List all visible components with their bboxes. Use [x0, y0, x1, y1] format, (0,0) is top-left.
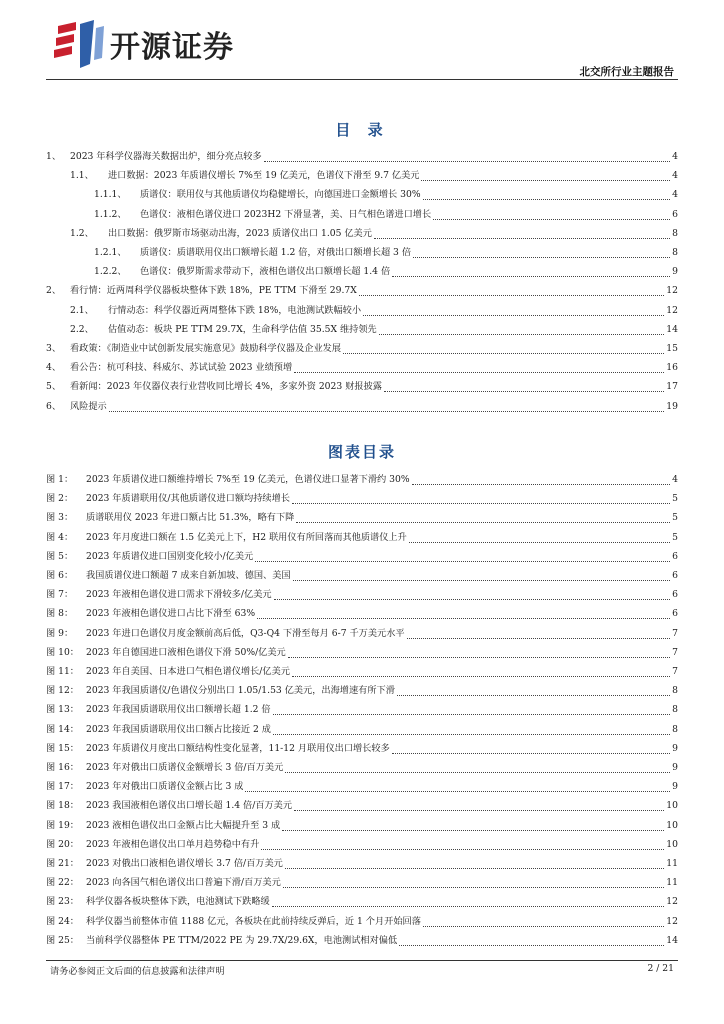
figure-entry-label: 图 16：: [46, 762, 79, 773]
toc-entry-number: 6、: [46, 400, 62, 412]
figure-entry-page: 12: [666, 896, 678, 908]
toc-leader-dots: [294, 371, 664, 373]
figure-entry-page: 5: [672, 512, 678, 524]
figure-entry[interactable]: [46, 605, 678, 623]
figure-entry-page: 6: [672, 589, 678, 601]
figure-leader-dots: [292, 675, 670, 677]
toc-entry[interactable]: [46, 148, 678, 166]
toc-entry-text: 看行情：近两周科学仪器板块整体下跌 18%，PE TTM 下滑至 29.7X: [70, 285, 357, 297]
toc-leader-dots: [363, 314, 664, 316]
toc-entry-text: 行情动态：科学仪器近两周整体下跌 18%，电池测试跌幅较小: [108, 304, 362, 316]
figure-entry-text: 质谱联用仪 2023 年进口额占比 51.3%，略有下降: [86, 512, 295, 524]
figure-entry-text: 2023 对俄出口液相色谱仪增长 3.7 倍/百万美元: [86, 858, 283, 869]
figure-entry-label: 图 13：: [46, 704, 79, 716]
figure-entry[interactable]: [46, 740, 678, 758]
figure-entry[interactable]: [46, 663, 678, 681]
figure-leader-dots: [272, 905, 665, 907]
toc-entry-number: 2.2、: [70, 323, 94, 335]
figure-entry-page: 12: [666, 915, 678, 927]
header-divider: [46, 79, 678, 80]
figure-entry-text: 2023 年月度进口额在 1.5 亿美元上下，H2 联用仪有所回落而其他质谱仪上升: [86, 531, 407, 543]
toc-entry[interactable]: [70, 167, 678, 185]
figure-entry[interactable]: [46, 644, 678, 662]
figure-entry-page: 10: [666, 819, 678, 831]
figure-entry-label: 图 3：: [46, 512, 74, 524]
figure-entry-label: 图 19：: [46, 819, 79, 831]
figure-entry-text: 2023 年液相色谱仪出口单月趋势稳中有升: [86, 838, 260, 850]
toc-entry[interactable]: [46, 282, 678, 300]
toc-leader-dots: [343, 352, 664, 354]
figure-leader-dots: [245, 790, 670, 792]
figure-entry-page: 7: [672, 646, 678, 658]
figure-entry-text: 2023 年质谱仪进口国别变化较小/亿美元: [86, 550, 254, 562]
toc-entry-page: 8: [672, 227, 678, 239]
figure-entry-page: 9: [672, 742, 678, 754]
figure-entry[interactable]: [46, 913, 678, 931]
figure-entry-label: 图 15：: [46, 742, 79, 754]
figure-leader-dots: [399, 944, 664, 946]
figure-leader-dots: [285, 771, 670, 773]
figure-entry[interactable]: [46, 548, 678, 566]
figure-entry-page: 8: [672, 723, 678, 735]
figure-entry-page: 5: [672, 531, 678, 543]
toc-entry-text: 色谱仪：液相色谱仪进口 2023H2 下滑显著，美、日气相色谱进口增长: [140, 208, 432, 220]
figure-entry[interactable]: [46, 797, 678, 815]
toc-entry-number: 1.2.2、: [94, 266, 127, 278]
report-type: 北交所行业主题报告: [579, 66, 674, 78]
toc-entry-number: 1.1.1、: [94, 189, 127, 201]
figure-leader-dots: [397, 694, 670, 696]
toc-entry-text: 出口数据：俄罗斯市场驱动出海，2023 质谱仪出口 1.05 亿美元: [108, 227, 372, 239]
figure-entry-page: 8: [672, 704, 678, 716]
figure-entry-text: 2023 向各国气相色谱仪出口普遍下滑/百万美元: [86, 877, 281, 889]
figure-leader-dots: [423, 925, 664, 927]
figure-entry-label: 图 21：: [46, 858, 79, 869]
figure-entry-text: 2023 年对俄出口质谱仪金额占比 3 成: [86, 781, 244, 793]
figure-entry-label: 图 8：: [46, 608, 74, 620]
figure-entry-text: 2023 年我国质谱联用仪出口额占比接近 2 成: [86, 723, 271, 735]
toc-entry-number: 1.1.2、: [94, 208, 127, 220]
toc-entry[interactable]: [94, 263, 678, 281]
toc-leader-dots: [264, 160, 670, 162]
figure-entry-text: 我国质谱仪进口额超 7 成来自新加坡、德国、美国: [86, 570, 291, 581]
toc-entry-number: 3、: [46, 343, 62, 354]
toc-entry[interactable]: [46, 378, 678, 396]
figure-entry-page: 6: [672, 570, 678, 581]
figure-entry-text: 2023 年自德国进口液相色谱仪下滑 50%/亿美元: [86, 646, 286, 658]
toc-entry-page: 16: [666, 362, 678, 374]
toc-leader-dots: [374, 237, 670, 239]
figure-entry-page: 10: [666, 838, 678, 850]
figure-entry-page: 6: [672, 550, 678, 562]
toc-leader-dots: [384, 390, 664, 392]
figure-entry-text: 科学仪器当前整体市值 1188 亿元，各板块在此前持续反弹后，近 1 个月开始回落: [86, 915, 421, 927]
figure-entry[interactable]: [46, 529, 678, 547]
toc-entry-text: 看政策：《制造业中试创新发展实施意见》鼓励科学仪器及企业发展: [70, 343, 342, 354]
toc-leader-dots: [433, 218, 670, 220]
toc-entry-text: 进口数据：2023 年质谱仪增长 7%至 19 亿美元，色谱仪下滑至 9.7 亿美元: [108, 170, 420, 182]
toc-entry-text: 风险提示: [70, 400, 107, 412]
toc-entry-number: 4、: [46, 362, 62, 374]
figure-leader-dots: [255, 560, 670, 562]
toc-entry[interactable]: [94, 206, 678, 224]
toc-entry[interactable]: [70, 302, 678, 320]
toc-entry-number: 1.2、: [70, 227, 94, 239]
figure-entry[interactable]: [46, 509, 678, 527]
figure-leader-dots: [392, 752, 670, 754]
figure-entry[interactable]: [46, 567, 678, 585]
toc-entry-page: 15: [666, 343, 678, 354]
figure-entry-page: 4: [672, 474, 678, 485]
figure-entry-page: 14: [666, 934, 678, 946]
figure-entry-text: 2023 年自美国、日本进口气相色谱仪增长/亿美元: [86, 666, 290, 677]
figure-leader-dots: [273, 713, 671, 715]
toc-entry-page: 4: [672, 189, 678, 201]
toc-entry-number: 1.2.1、: [94, 247, 127, 258]
figure-entry-label: 图 5：: [46, 550, 74, 562]
figure-entry-label: 图 9：: [46, 627, 74, 639]
figure-entry[interactable]: [46, 778, 678, 796]
figure-list-title: 图表目录: [327, 443, 396, 461]
figure-entry-text: 2023 液相色谱仪出口金额占比大幅提升至 3 成: [86, 819, 281, 831]
toc-entry-number: 1.1、: [70, 170, 94, 182]
figure-entry-label: 图 4：: [46, 531, 74, 543]
figure-leader-dots: [409, 541, 670, 543]
footer-divider: [46, 960, 678, 961]
figure-leader-dots: [294, 809, 664, 811]
figure-entry-label: 图 22：: [46, 877, 79, 889]
toc-leader-dots: [109, 410, 665, 412]
toc-entry-text: 估值动态：板块 PE TTM 29.7X，生命科学估值 35.5X 维持领先: [108, 323, 377, 335]
figure-entry-label: 图 2：: [46, 493, 74, 505]
figure-entry[interactable]: [46, 682, 678, 700]
figure-entry-label: 图 11：: [46, 666, 79, 677]
figure-leader-dots: [292, 502, 670, 504]
figure-entry[interactable]: [46, 855, 678, 873]
figure-leader-dots: [261, 848, 664, 850]
figure-entry-page: 9: [672, 762, 678, 773]
toc-entry-number: 1、: [46, 151, 62, 162]
figure-entry-label: 图 14：: [46, 723, 79, 735]
figure-entry-page: 5: [672, 493, 678, 505]
toc-entry-text: 质谱仪：质谱联用仪出口额增长超 1.2 倍，对俄出口额增长超 3 倍: [140, 247, 412, 258]
figure-entry-label: 图 17：: [46, 781, 79, 793]
figure-entry-label: 图 10：: [46, 646, 79, 658]
figure-entry[interactable]: [46, 759, 678, 777]
figure-entry-page: 7: [672, 627, 678, 639]
toc-entry-page: 8: [672, 247, 678, 258]
figure-entry[interactable]: [46, 490, 678, 508]
figure-entry[interactable]: [46, 586, 678, 604]
figure-entry-label: 图 6：: [46, 570, 74, 581]
toc-entry-page: 4: [672, 151, 678, 162]
toc-entry-page: 4: [672, 170, 678, 182]
toc-entry[interactable]: [46, 340, 678, 358]
figure-entry-text: 2023 年质谱仪进口额维持增长 7%至 19 亿美元，色谱仪进口显著下滑约 30%: [86, 474, 410, 485]
toc-entry-text: 2023 年科学仪器海关数据出炉，细分亮点较多: [70, 151, 262, 162]
figure-entry-text: 2023 我国液相色谱仪出口增长超 1.4 倍/百万美元: [86, 800, 293, 812]
figure-entry[interactable]: [46, 701, 678, 719]
toc-entry[interactable]: [46, 359, 678, 377]
toc-entry-page: 19: [666, 400, 678, 412]
figure-leader-dots: [274, 598, 671, 600]
toc-entry-page: 12: [666, 285, 678, 297]
toc-entry-page: 17: [666, 381, 678, 393]
figure-leader-dots: [407, 637, 671, 639]
brand-name: 开源证券: [110, 30, 234, 65]
toc-entry-page: 14: [666, 323, 678, 335]
toc-entry[interactable]: [70, 225, 678, 243]
figure-entry-text: 2023 年质谱仪月度出口额结构性变化显著，11-12 月联用仪出口增长较多: [86, 742, 390, 754]
figure-leader-dots: [296, 521, 670, 523]
figure-entry-label: 图 7：: [46, 589, 74, 601]
figure-entry-page: 7: [672, 666, 678, 677]
figure-entry-text: 科学仪器各板块整体下跌，电池测试下跌略缓: [86, 896, 270, 908]
figure-entry[interactable]: [46, 893, 678, 911]
figure-entry-page: 10: [666, 800, 678, 812]
figure-entry-label: 图 12：: [46, 685, 79, 697]
figure-entry-text: 2023 年液相色谱仪进口需求下滑较多/亿美元: [86, 589, 272, 601]
figure-leader-dots: [293, 579, 671, 581]
toc-entry-page: 9: [672, 266, 678, 278]
figure-entry-page: 11: [666, 858, 678, 869]
toc-leader-dots: [423, 198, 671, 200]
toc-entry[interactable]: [70, 321, 678, 339]
figure-leader-dots: [282, 829, 664, 831]
toc-entry[interactable]: [46, 398, 678, 416]
figure-entry-page: 11: [666, 877, 678, 889]
toc-leader-dots: [413, 256, 670, 258]
figure-entry[interactable]: [46, 874, 678, 892]
toc-leader-dots: [379, 333, 665, 335]
figure-entry-label: 图 20：: [46, 838, 79, 850]
toc-entry-number: 2、: [46, 285, 62, 297]
figure-entry[interactable]: [46, 817, 678, 835]
logo-mark-icon: [50, 18, 106, 70]
toc-entry-text: 质谱仪：联用仪与其他质谱仪均稳健增长，向德国进口金额增长 30%: [140, 189, 421, 201]
figure-leader-dots: [285, 867, 664, 869]
figure-entry-text: 2023 年进口色谱仪月度金额前高后低，Q3-Q4 下滑至每月 6-7 千万美元水平: [86, 627, 405, 639]
toc-entry-number: 2.1、: [70, 304, 94, 316]
figure-leader-dots: [288, 656, 670, 658]
toc-entry[interactable]: [94, 244, 678, 262]
figure-entry-label: 图 24：: [46, 915, 79, 927]
figure-entry-text: 2023 年质谱联用仪/其他质谱仪进口额均持续增长: [86, 493, 290, 505]
toc-entry-text: 看公告：杭可科技、科威尔、苏试试验 2023 业绩预增: [70, 362, 293, 374]
company-logo: [50, 18, 280, 70]
figure-leader-dots: [412, 483, 671, 485]
figure-leader-dots: [257, 617, 670, 619]
figure-leader-dots: [283, 886, 665, 888]
figure-entry[interactable]: [46, 932, 678, 950]
figure-entry[interactable]: [46, 836, 678, 854]
figure-entry-text: 2023 年我国质谱联用仪出口额增长超 1.2 倍: [86, 704, 271, 716]
figure-entry-label: 图 25：: [46, 934, 79, 946]
figure-entry-page: 8: [672, 685, 678, 697]
toc-title: 目 录: [335, 121, 389, 139]
toc-entry[interactable]: [94, 186, 678, 204]
toc-entry-text: 看新闻：2023 年仪器仪表行业营收同比增长 4%，多家外资 2023 财报披露: [70, 381, 382, 393]
figure-entry-page: 9: [672, 781, 678, 793]
figure-entry-text: 2023 年对俄出口质谱仪金额增长 3 倍/百万美元: [86, 762, 284, 773]
toc-entry-page: 6: [672, 208, 678, 220]
toc-leader-dots: [359, 294, 665, 296]
figure-entry-text: 当前科学仪器整体 PE TTM/2022 PE 为 29.7X/29.6X，电池测试相对偏低: [86, 934, 398, 946]
page-number: 2 / 21: [647, 963, 674, 974]
figure-entry-label: 图 23：: [46, 896, 79, 908]
toc-entry-page: 12: [666, 304, 678, 316]
figure-entry-text: 2023 年我国质谱仪/色谱仪分别出口 1.05/1.53 亿美元，出海增速有所下滑: [86, 685, 395, 697]
toc-leader-dots: [392, 275, 670, 277]
figure-entry[interactable]: [46, 721, 678, 739]
footer-disclaimer: 请务必参阅正文后面的信息披露和法律声明: [50, 966, 225, 977]
figure-entry-text: 2023 年液相色谱仪进口占比下滑至 63%: [86, 608, 256, 620]
figure-entry[interactable]: [46, 625, 678, 643]
toc-leader-dots: [421, 179, 670, 181]
figure-leader-dots: [273, 733, 670, 735]
figure-entry[interactable]: [46, 471, 678, 489]
figure-entry-label: 图 18：: [46, 800, 79, 812]
toc-entry-number: 5、: [46, 381, 62, 393]
toc-entry-text: 色谱仪：俄罗斯需求带动下，液相色谱仪出口额增长超 1.4 倍: [140, 266, 391, 278]
figure-entry-page: 6: [672, 608, 678, 620]
figure-entry-label: 图 1：: [46, 474, 74, 485]
